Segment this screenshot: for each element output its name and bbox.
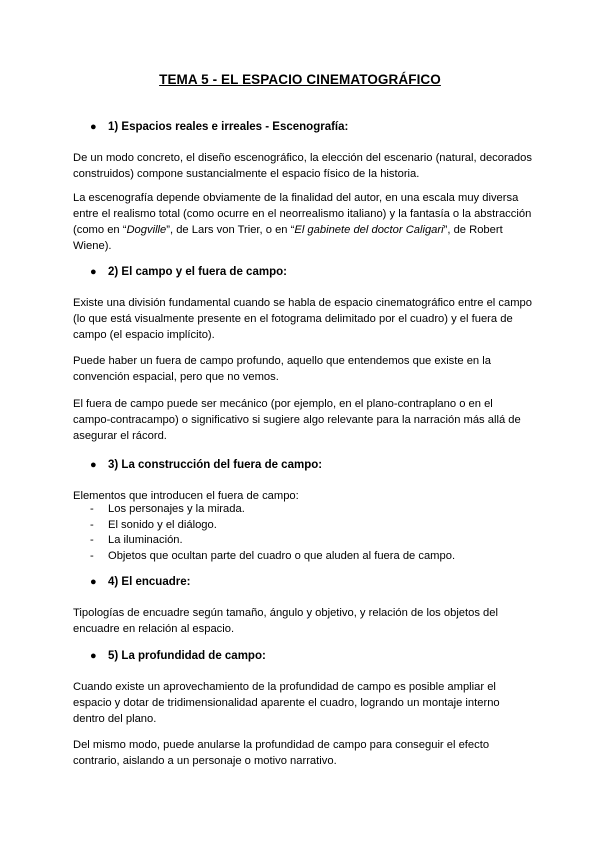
section-heading-text: 1) Espacios reales e irreales - Escenografía: — [108, 121, 349, 133]
section-heading-2 — [90, 266, 287, 278]
section-heading-5 — [90, 650, 266, 662]
paragraph: Elementos que introducen el fuera de campo: — [73, 490, 299, 502]
paragraph: Del mismo modo, puede anularse la profundidad de campo para conseguir el efecto contrario, aislando a un personaje o motivo narrativo. — [73, 739, 490, 767]
film-title-dogville: Dogville — [126, 224, 167, 236]
paragraph: De un modo concreto, el diseño escenográfico, la elección del escenario (natural, decorados construidos) compone sustancialmente el espacio físico de la historia. — [73, 152, 532, 180]
section-heading-3 — [90, 459, 322, 471]
paragraph: La escenografía depende obviamente de la finalidad del autor, en una escala muy diversa entre el realismo total (como ocurre en el neorrealismo italiano) y la fantasía o la abstracción (como en “Dogville”, de Lars von Trier, o en “El gabinete del doctor Caligari”, de Robert Wiene). — [73, 192, 532, 252]
bullet-icon: ● — [90, 121, 97, 133]
paragraph: El fuera de campo puede ser mecánico (por ejemplo, en el plano-contraplano o en el campo-contracampo) o significativo si sugiere algo relevante para la narración más allá de asegurar el rácord. — [73, 398, 521, 442]
list-item: - Los personajes y la mirada. — [90, 503, 245, 515]
paragraph: Puede haber un fuera de campo profundo, aquello que entendemos que existe en la convención espacial, pero que no vemos. — [73, 355, 491, 383]
section-heading-text: 4) El encuadre: — [108, 576, 191, 588]
section-heading-text: 5) La profundidad de campo: — [108, 650, 266, 662]
bullet-icon: ● — [90, 459, 97, 471]
section-heading-text: 3) La construcción del fuera de campo: — [108, 459, 323, 471]
section-heading-1 — [90, 121, 348, 133]
paragraph: Cuando existe un aprovechamiento de la profundidad de campo es posible ampliar el espacio y dotar de tridimensionalidad aparente el cuadro, logrando un montaje interno dentro del plano. — [73, 681, 500, 725]
list-item: - La iluminación. — [90, 534, 183, 546]
list-item: - Objetos que ocultan parte del cuadro o que aluden al fuera de campo. — [90, 549, 456, 562]
bullet-icon: ● — [90, 576, 97, 588]
film-title-caligari: El gabinete del doctor Caligari — [294, 224, 444, 236]
element-list — [90, 502, 455, 564]
bullet-icon: ● — [90, 266, 97, 278]
list-item: - El sonido y el diálogo. — [90, 518, 217, 531]
document-title: TEMA 5 - EL ESPACIO CINEMATOGRÁFICO — [159, 72, 441, 87]
section-heading-4 — [90, 576, 190, 588]
paragraph: Tipologías de encuadre según tamaño, ángulo y objetivo, y relación de los objetos del encuadre en relación al espacio. — [73, 607, 498, 635]
section-heading-text: 2) El campo y el fuera de campo: — [108, 266, 287, 278]
bullet-icon: ● — [90, 650, 97, 662]
paragraph: Existe una división fundamental cuando se habla de espacio cinematográfico entre el campo (lo que está visualmente presente en el fotograma delimitado por el cuadro) y el fuera de campo (el espacio implícito). — [73, 297, 532, 341]
